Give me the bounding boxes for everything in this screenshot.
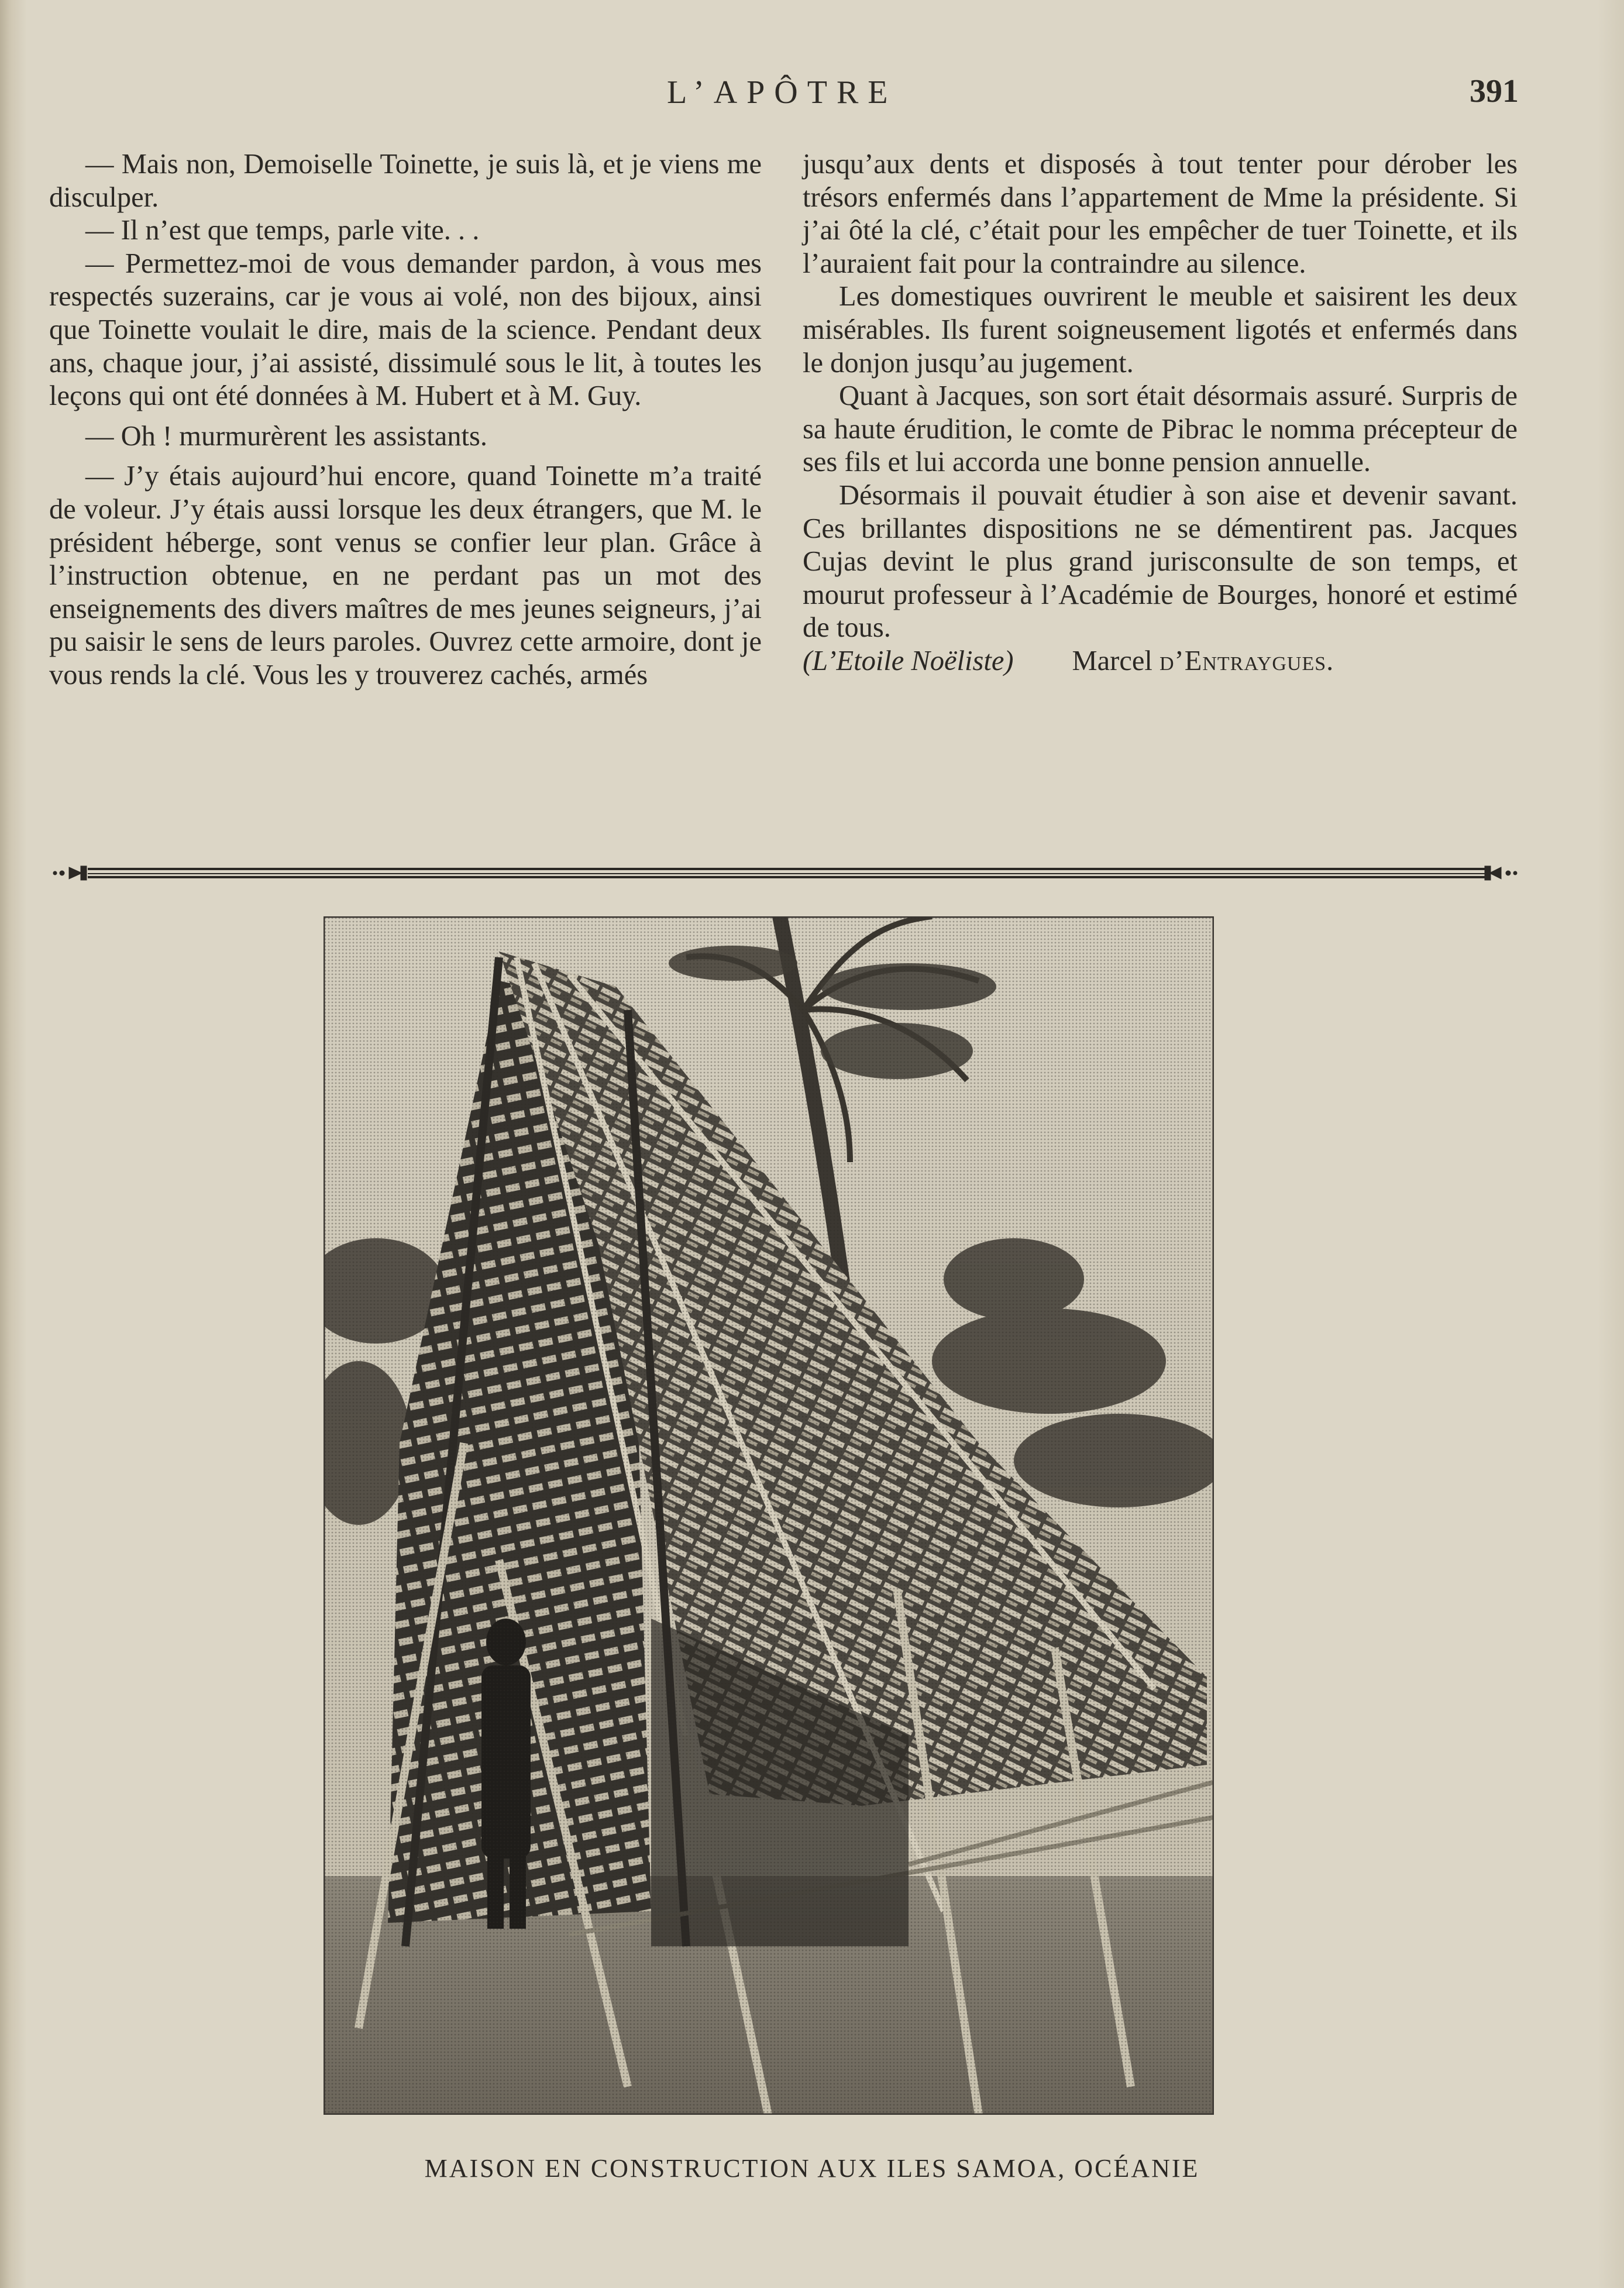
signature-author: [1072, 645, 1334, 676]
signature-line: [803, 645, 1518, 678]
samoa-house-photo: [324, 916, 1214, 2115]
running-title: L’APÔTRE: [667, 74, 897, 111]
author-first-name: Marcel: [1072, 645, 1152, 676]
paragraph: Les domestiques ouvrirent le meuble et saisirent les deux misérables. Ils furent soigneusement ligotés et enfermés dans le donjon jusqu’au jugement.: [803, 281, 1518, 379]
ornamental-divider: [51, 860, 1519, 884]
paragraph: — J’y étais aujourd’hui encore, quand Toinette m’a traité de voleur. J’y étais aussi lorsque les deux étrangers, que M. le président héberge, sont venus se confier leur plan. Grâce à l’instruction obtenue, en ne perdant pas un mot des enseignements des divers maîtres de mes jeunes seigneurs, j’ai pu saisir le sens de leurs paroles. Ouvrez cette armoire, dont je vous rends la clé. Vous les y trouverez cachés, armés: [49, 461, 762, 690]
left-text-column: [49, 148, 762, 692]
page-number: 391: [1470, 73, 1519, 109]
author-particle: d’: [1159, 645, 1185, 676]
paragraph: — Il n’est que temps, parle vite. . .: [85, 215, 480, 246]
paragraph: jusqu’aux dents et disposés à tout tenter pour dérober les trésors enfermés dans l’appartement de Mme la présidente. Si j’ai ôté la clé, c’était pour les empêcher de tuer Toinette, et ils l’auraient fait pour la contraindre au silence.: [803, 149, 1518, 279]
signature-source: (L’Etoile Noëliste): [803, 645, 1014, 676]
paragraph: — Permettez-moi de vous demander pardon, à vous mes respectés suzerains, car je vous ai volé, non des bijoux, ainsi que Toinette voulait le dire, mais de la science. Pendant deux ans, chaque jour, j’ai assisté, dissimulé sous le lit, à toutes les leçons qui ont été données à M. Hubert et à M. Guy.: [49, 248, 762, 412]
paragraph: Quant à Jacques, son sort était désormais assuré. Surpris de sa haute érudition, le comte de Pibrac le nomma précepteur de ses fils et lui accorda une bonne pension annuelle.: [803, 380, 1518, 478]
figure-caption: MAISON EN CONSTRUCTION AUX ILES SAMOA, OCÉANIE: [424, 2154, 1200, 2183]
author-last-name: Entraygues.: [1184, 645, 1334, 676]
paragraph: Désormais il pouvait étudier à son aise et devenir savant. Ces brillantes dispositions ne se démentirent pas. Jacques Cujas devint le plus grand jurisconsulte de son temps, et mourut professeur à l’Académie de Bourges, honoré et estimé de tous.: [803, 479, 1518, 644]
running-header: [0, 69, 1624, 116]
paragraph: — Mais non, Demoiselle Toinette, je suis là, et je viens me disculper.: [49, 149, 762, 213]
right-text-column: [803, 148, 1518, 678]
paragraph: — Oh ! murmurèrent les assistants.: [85, 420, 487, 452]
halftone-photograph: [324, 916, 1214, 2115]
